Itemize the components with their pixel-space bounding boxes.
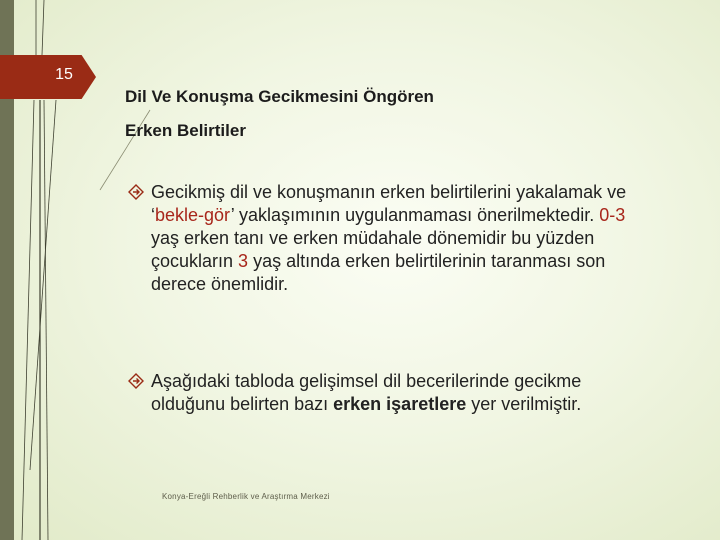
bullet-text-2 [128, 370, 648, 416]
bullet-item-2 [128, 370, 648, 416]
bullet-1-highlight-bekle-gor: bekle-gör [155, 205, 231, 225]
bullet-text-1 [128, 181, 648, 296]
bullet-1-text-c: yaş erken tanı ve erken müdahale dönemidir bu yüzden çocukların [151, 228, 595, 271]
bullet-1-text-d: yaş altında erken belirtilerinin taranması son derece önemlidir. [151, 251, 606, 294]
bullet-1-text-b: ’ yaklaşımının uygulanmaması önerilmektedir. [230, 205, 600, 225]
slide-title [125, 80, 685, 148]
bullet-2-text-b: yer verilmiştir. [466, 394, 582, 414]
bullet-2-text-a: Aşağıdaki tabloda gelişimsel dil becerilerinde gecikme olduğunu belirten bazı [151, 371, 582, 414]
diamond-arrow-bullet-icon [128, 373, 144, 389]
bullet-1-text-a: Gecikmiş dil ve konuşmanın erken belirtilerini yakalamak ve ‘ [151, 182, 627, 225]
title-line-2: Erken Belirtiler [125, 121, 246, 140]
bullet-1-highlight-age-range: 0-3 [599, 205, 626, 225]
bullet-2-bold-erken-isaretlere: erken işaretlere [333, 394, 467, 414]
bullet-1-highlight-age: 3 [238, 251, 249, 271]
footer-text: Konya-Ereğli Rehberlik ve Araştırma Merkezi [162, 492, 330, 501]
diamond-arrow-bullet-icon [128, 184, 144, 200]
bullet-item-1 [128, 181, 648, 296]
title-line-1: Dil Ve Konuşma Gecikmesini Öngören [125, 87, 434, 106]
slide-number: 15 [55, 66, 73, 83]
